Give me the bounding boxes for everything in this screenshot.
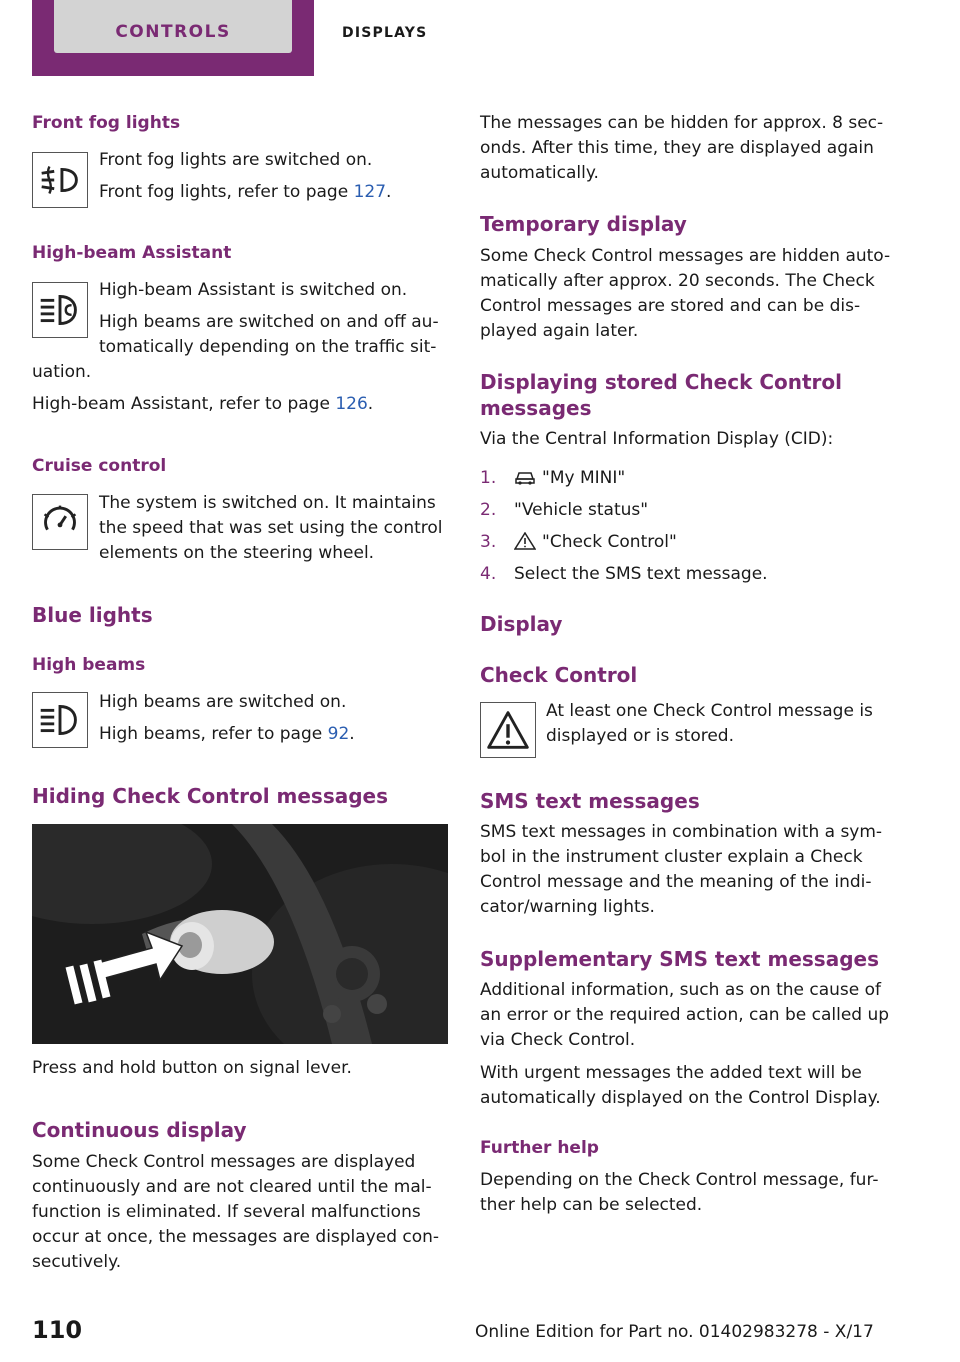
hba-ref-text: High-beam Assistant, refer to page <box>32 394 336 414</box>
further-help-desc-1: Depending on the Check Control message, fur- <box>480 1170 879 1190</box>
display-heading: Display <box>480 612 563 636</box>
supp-desc-2: an error or the required action, can be called up <box>480 1005 890 1025</box>
fog-page-link[interactable]: 127 <box>353 182 387 202</box>
sms-desc-3: Control message and the meaning of the indi- <box>480 872 872 892</box>
fog-ref-text: Front fog lights, refer to page <box>99 182 354 202</box>
hb-page-link[interactable]: 92 <box>327 724 350 744</box>
stored-intro: Via the Central Information Display (CID): <box>480 429 834 449</box>
step-text[interactable]: "Vehicle status" <box>514 500 649 520</box>
step-number: 4. <box>480 564 497 584</box>
check-control-heading: Check Control <box>480 663 638 687</box>
continuous-desc-1: Some Check Control messages are displayed <box>32 1152 416 1172</box>
continuous-desc-5: secutively. <box>32 1252 122 1272</box>
supp-desc-1: Additional information, such as on the cause of <box>480 980 882 1000</box>
hba-ref-period: . <box>367 394 374 414</box>
hba-desc-2: tomatically depending on the traffic sit- <box>99 337 437 357</box>
high-beams-heading: High beams <box>32 655 146 675</box>
car-icon <box>514 465 536 483</box>
sms-desc-4: cator/warning lights. <box>480 897 655 917</box>
header-tab-bar <box>32 0 314 76</box>
sms-desc-2: bol in the instrument cluster explain a Check <box>480 847 863 867</box>
supp-heading: Supplementary SMS text messages <box>480 947 879 971</box>
fog-ref-period: . <box>386 182 392 202</box>
temporary-heading: Temporary display <box>480 212 687 236</box>
continuous-desc-2: continuously and are not cleared until the mal- <box>32 1177 432 1197</box>
supp-desc-3: via Check Control. <box>480 1030 636 1050</box>
page-number: 110 <box>32 1316 83 1344</box>
sms-desc-1: SMS text messages in combination with a sym- <box>480 822 883 842</box>
stored-heading-2: messages <box>480 396 592 420</box>
high-beams-reference <box>99 722 355 747</box>
hb-ref-text: High beams, refer to page <box>99 724 328 744</box>
step-number: 1. <box>480 468 497 488</box>
step-number: 3. <box>480 532 497 552</box>
stored-steps-list <box>480 462 898 590</box>
photo-caption: Press and hold button on signal lever. <box>32 1058 352 1078</box>
edition-footer: Online Edition for Part no. 01402983278 - X/17 <box>475 1322 874 1342</box>
further-help-desc-2: ther help can be selected. <box>480 1195 703 1215</box>
stored-heading-1: Displaying stored Check Control <box>480 370 843 394</box>
continuous-heading: Continuous display <box>32 1118 247 1142</box>
continuous-desc-3: function is eliminated. If several malfunctions <box>32 1202 421 1222</box>
cruise-heading: Cruise control <box>32 456 167 476</box>
hiding-heading: Hiding Check Control messages <box>32 784 389 808</box>
high-beams-status: High beams are switched on. <box>99 692 347 712</box>
blue-lights-heading: Blue lights <box>32 603 153 627</box>
cruise-control-icon <box>32 494 88 550</box>
supp-desc-5: automatically displayed on the Control Display. <box>480 1088 881 1108</box>
warning-icon <box>514 529 536 547</box>
check-control-desc-1: At least one Check Control message is <box>546 701 873 721</box>
cruise-desc-2: the speed that was set using the control <box>99 518 443 538</box>
temporary-desc-3: Control messages are stored and can be dis- <box>480 296 861 316</box>
check-control-desc-2: displayed or is stored. <box>546 726 734 746</box>
hba-desc-1: High beams are switched on and off au- <box>99 312 439 332</box>
high-beam-icon <box>32 692 88 748</box>
sms-heading: SMS text messages <box>480 789 700 813</box>
step-text: Select the SMS text message. <box>514 564 768 584</box>
intro-desc-1: The messages can be hidden for approx. 8 sec- <box>480 113 884 133</box>
step-text[interactable]: "My MINI" <box>542 468 626 488</box>
intro-desc-3: automatically. <box>480 163 599 183</box>
front-fog-light-icon <box>32 152 88 208</box>
step-item <box>480 526 898 558</box>
continuous-desc-4: occur at once, the messages are displayed con- <box>32 1227 440 1247</box>
step-text[interactable]: "Check Control" <box>542 532 677 552</box>
high-beam-assistant-icon <box>32 282 88 338</box>
fog-lights-heading: Front fog lights <box>32 113 181 133</box>
hba-reference <box>32 392 373 417</box>
hba-heading: High-beam Assistant <box>32 243 232 263</box>
cruise-desc-3: elements on the steering wheel. <box>99 543 375 563</box>
temporary-desc-2: matically after approx. 20 seconds. The Check <box>480 271 875 291</box>
signal-lever-photo <box>32 824 448 1044</box>
cruise-desc-1: The system is switched on. It maintains <box>99 493 436 513</box>
supp-desc-4: With urgent messages the added text will be <box>480 1063 862 1083</box>
step-item <box>480 558 898 590</box>
step-item <box>480 494 898 526</box>
fog-lights-status: Front fog lights are switched on. <box>99 150 373 170</box>
tab-displays[interactable]: DISPLAYS <box>342 25 428 41</box>
temporary-desc-1: Some Check Control messages are hidden auto- <box>480 246 891 266</box>
hba-desc-3: uation. <box>32 362 92 382</box>
step-number: 2. <box>480 500 497 520</box>
hba-page-link[interactable]: 126 <box>335 394 368 414</box>
hb-ref-period: . <box>349 724 355 744</box>
temporary-desc-4: played again later. <box>480 321 639 341</box>
further-help-heading: Further help <box>480 1138 599 1158</box>
hba-status: High-beam Assistant is switched on. <box>99 280 408 300</box>
intro-desc-2: onds. After this time, they are displayed again <box>480 138 874 158</box>
check-control-warning-icon <box>480 702 536 758</box>
fog-lights-reference <box>99 180 391 205</box>
step-item <box>480 462 898 494</box>
tab-controls[interactable]: CONTROLS <box>54 0 292 53</box>
